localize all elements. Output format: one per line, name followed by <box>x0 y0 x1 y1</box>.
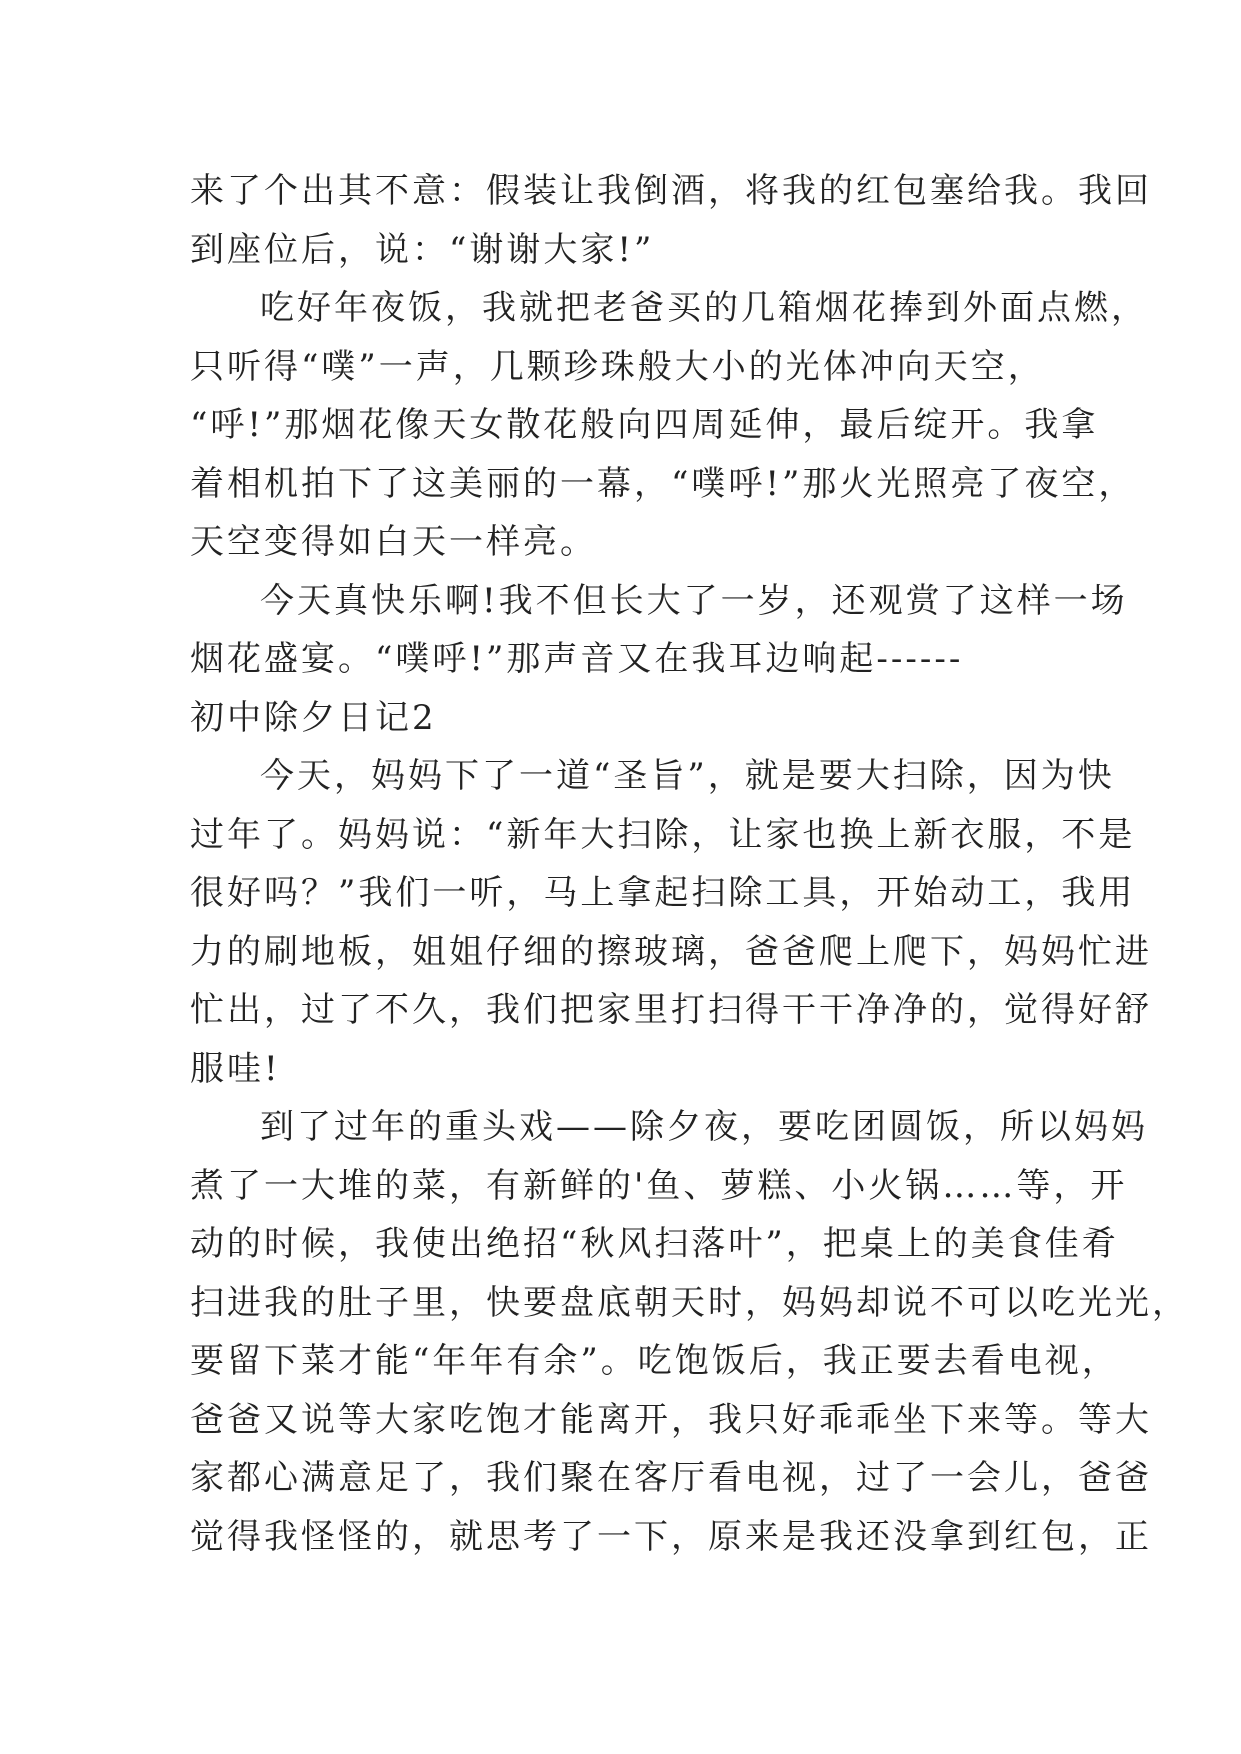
text-line: “呼!”那烟花像天女散花般向四周延伸，最后绽开。我拿 <box>190 405 1099 445</box>
text-line: 服哇! <box>190 1048 281 1089</box>
text-line: 觉得我怪怪的，就思考了一下，原来是我还没拿到红包，正 <box>190 1516 1152 1557</box>
text-line: 要留下菜才能“年年有余”。吃饱饭后，我正要去看电视， <box>190 1341 1119 1381</box>
text-line: 今天真快乐啊!我不但长大了一岁，还观赏了这样一场 <box>260 580 1128 621</box>
text-line: 忙出，过了不久，我们把家里打扫得干干净净的，觉得好舒 <box>190 990 1152 1030</box>
text-line: 到座位后，说：“谢谢大家!” <box>190 229 655 270</box>
text-line: 天空变得如白天一样亮。 <box>190 522 597 562</box>
text-line: 今天，妈妈下了一道“圣旨”，就是要大扫除，因为快 <box>260 756 1115 796</box>
text-line: 家都心满意足了，我们聚在客厅看电视，过了一会儿，爸爸 <box>190 1458 1152 1498</box>
text-line: 初中除夕日记2 <box>190 697 437 738</box>
text-line: 到了过年的重头戏——除夕夜，要吃团圆饭，所以妈妈 <box>260 1107 1148 1147</box>
document-body <box>190 162 1189 1566</box>
text-line: 只听得“噗”一声，几颗珍珠般大小的光体冲向天空， <box>190 346 1045 387</box>
text-line: 过年了。妈妈说：“新年大扫除，让家也换上新衣服，不是 <box>190 814 1136 855</box>
text-line: 扫进我的肚子里，快要盘底朝天时，妈妈却说不可以吃光光， <box>190 1282 1189 1323</box>
text-line: 动的时候，我使出绝招“秋风扫落叶”，把桌上的美食佳肴 <box>190 1224 1119 1264</box>
text-line: 爸爸又说等大家吃饱才能离开，我只好乖乖坐下来等。等大 <box>190 1399 1152 1440</box>
text-line: 吃好年夜饭，我就把老爸买的几箱烟花捧到外面点燃， <box>260 288 1148 328</box>
text-line: 来了个出其不意：假装让我倒酒，将我的红包塞给我。我回 <box>190 171 1152 211</box>
text-line: 力的刷地板，姐姐仔细的擦玻璃，爸爸爬上爬下，妈妈忙进 <box>190 931 1152 972</box>
text-line: 很好吗？”我们一听，马上拿起扫除工具，开始动工，我用 <box>190 873 1136 913</box>
text-line: 着相机拍下了这美丽的一幕，“噗呼!”那火光照亮了夜空， <box>190 463 1136 504</box>
text-line: 烟花盛宴。“噗呼!”那声音又在我耳边响起------ <box>190 639 964 679</box>
text-line: 煮了一大堆的菜，有新鲜的'鱼、萝糕、小火锅……等，开 <box>190 1165 1128 1206</box>
